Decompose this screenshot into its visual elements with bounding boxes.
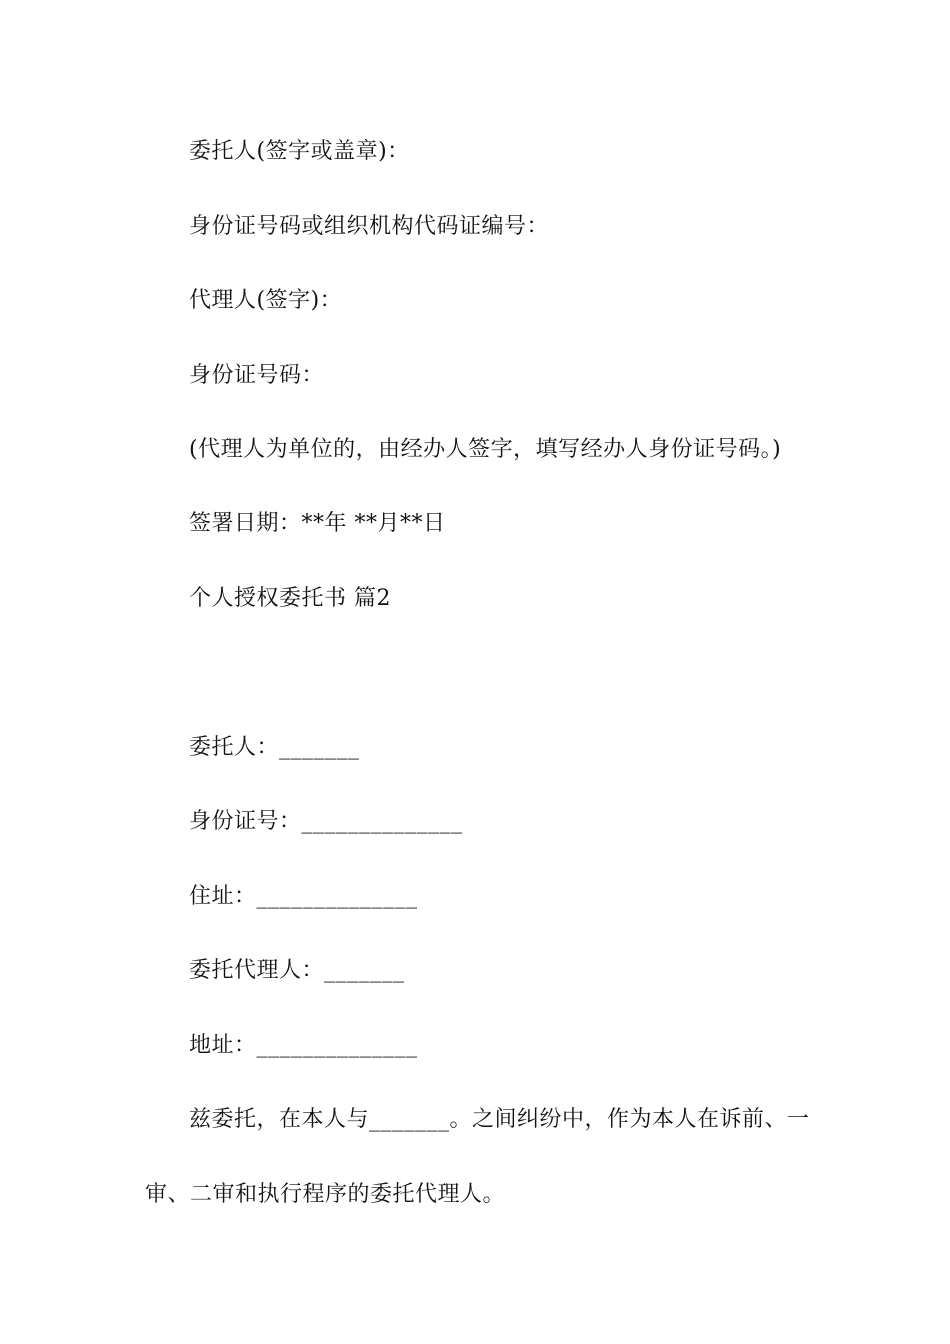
address-field: 地址：______________	[189, 1033, 418, 1058]
agent-id-label: 身份证号码：	[189, 363, 325, 388]
principal-field: 委托人：_______	[189, 735, 360, 760]
agent-unit-note: (代理人为单位的，由经办人签字，填写经办人身份证号码。)	[189, 437, 782, 462]
agent-signature-label: 代理人(签字)：	[189, 288, 343, 313]
section-heading: 个人授权委托书 篇2	[189, 586, 391, 611]
id-or-org-code-label: 身份证号码或组织机构代码证编号：	[189, 214, 550, 239]
residence-field: 住址：______________	[189, 884, 418, 909]
authorized-agent-field: 委托代理人：_______	[189, 958, 405, 983]
authorization-paragraph-line-1: 兹委托，在本人与_______。之间纠纷中，作为本人在诉前、一	[189, 1107, 810, 1132]
authorization-paragraph-line-2: 审、二审和执行程序的委托代理人。	[145, 1182, 506, 1207]
principal-signature-label: 委托人(签字或盖章)：	[189, 139, 410, 164]
id-number-field: 身份证号：______________	[189, 809, 463, 834]
signing-date: 签署日期：**年 **月**日	[189, 511, 446, 536]
